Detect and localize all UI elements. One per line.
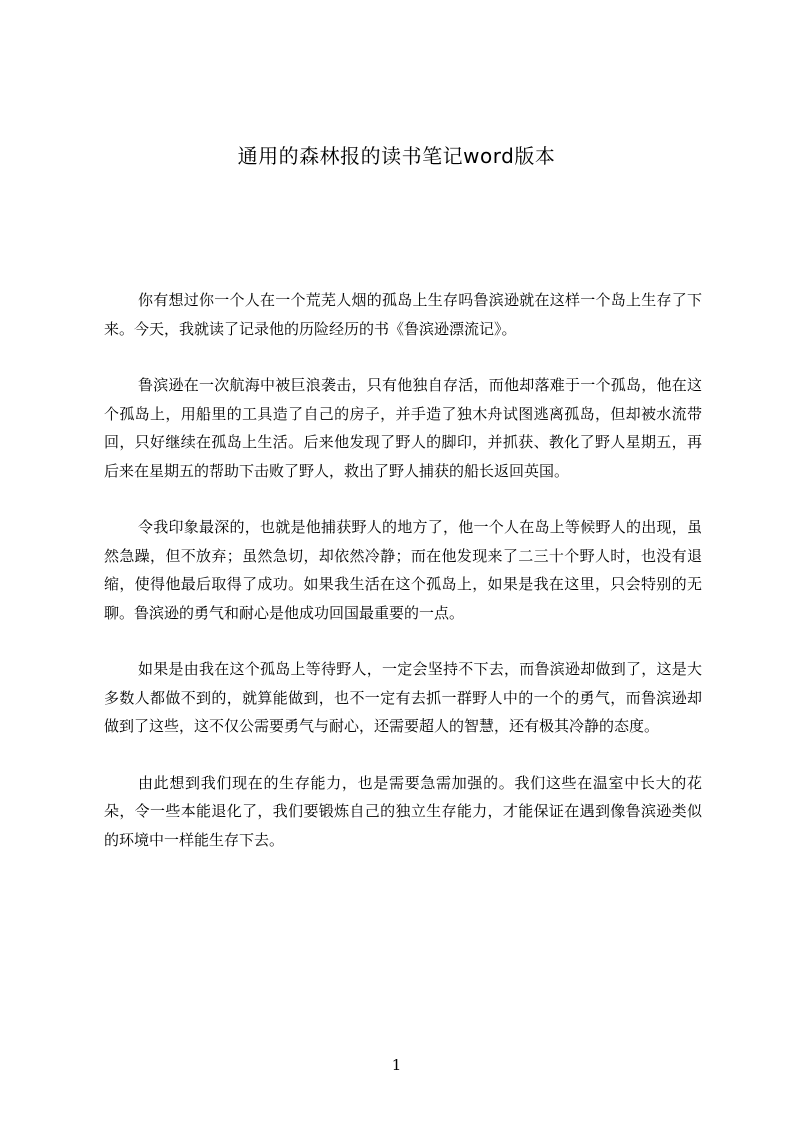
paragraph-1: 你有想过你一个人在一个荒芜人烟的孤岛上生存吗鲁滨逊就在这样一个岛上生存了下来。今天，我就读了记录他的历险经历的书《鲁滨逊漂流记》。	[104, 291, 702, 338]
document-body	[104, 286, 702, 882]
paragraph-3: 令我印象最深的，也就是他捕获野人的地方了，他一个人在岛上等候野人的出现，虽然急躁，但不放弃；虽然急切，却依然冷静；而在他发现来了二三十个野人时，也没有退缩，使得他最后取得了成功。如果我生活在这个孤岛上，如果是我在这里，只会特别的无聊。鲁滨逊的勇气和耐心是他成功回国最重要的一点。	[104, 518, 702, 622]
paragraph-4: 如果是由我在这个孤岛上等待野人，一定会坚持不下去，而鲁滨逊却做到了，这是大多数人都做不到的，就算能做到，也不一定有去抓一群野人中的一个的勇气，而鲁滨逊却做到了这些，这不仅公需要勇气与耐心，还需要超人的智慧，还有极其冷静的态度。	[104, 660, 702, 735]
page-title: 通用的森林报的读书笔记word版本	[237, 144, 556, 168]
paragraph-5: 由此想到我们现在的生存能力，也是需要急需加强的。我们这些在温室中长大的花朵，令一些本能退化了，我们要锻炼自己的独立生存能力，才能保证在遇到像鲁滨逊类似的环境中一样能生存下去。	[104, 773, 702, 849]
page-number: 1	[391, 1056, 402, 1074]
paragraph-2: 鲁滨逊在一次航海中被巨浪袭击，只有他独自存活，而他却落难于一个孤岛，他在这个孤岛上，用船里的工具造了自己的房子，并手造了独木舟试图逃离孤岛，但却被水流带回，只好继续在孤岛上生活。后来他发现了野人的脚印，并抓获、教化了野人星期五，再后来在星期五的帮助下击败了野人，救出了野人捕获的船长返回英国。	[104, 376, 702, 480]
